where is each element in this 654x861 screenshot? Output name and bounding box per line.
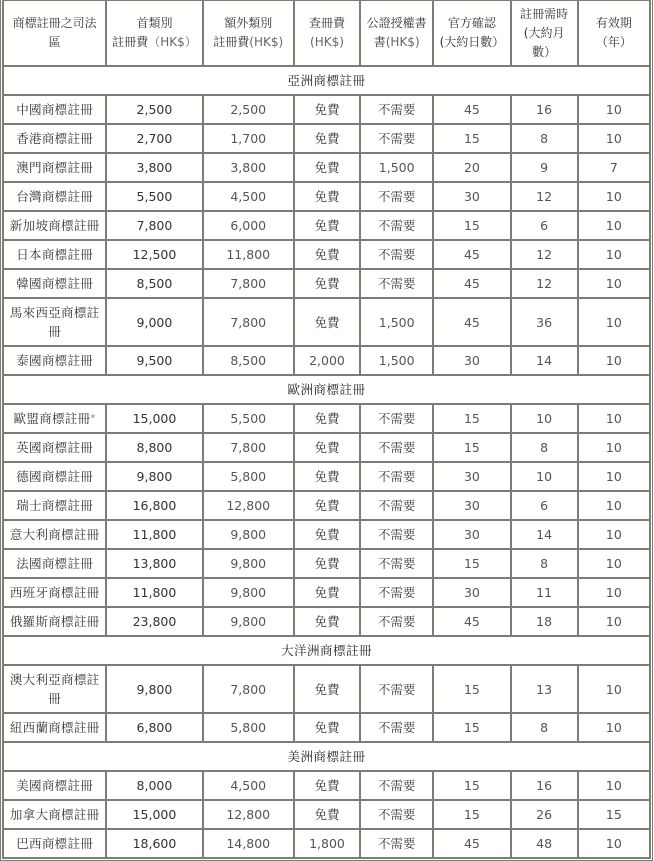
- first-class-fee-cell: 9,500: [107, 347, 203, 376]
- table-row: [2, 347, 651, 376]
- registration-months-cell: 14: [512, 347, 579, 376]
- first-class-fee-cell: 11,800: [107, 521, 203, 550]
- first-class-fee-cell: 16,800: [107, 492, 203, 521]
- table-row: [2, 830, 651, 859]
- header-official-confirmation: 官方確認 (大約日數）: [434, 0, 511, 67]
- table-row: [2, 183, 651, 212]
- notary-fee-cell: 不需要: [361, 801, 434, 830]
- first-class-fee-cell: 7,800: [107, 212, 203, 241]
- first-class-fee-cell: 11,800: [107, 579, 203, 608]
- first-class-fee-cell: 8,500: [107, 270, 203, 299]
- confirmation-days-cell: 15: [434, 666, 511, 714]
- section-header-row: [2, 376, 651, 405]
- region-label: 巴西商標註冊: [16, 836, 94, 851]
- confirmation-days-cell: 15: [434, 125, 511, 154]
- region-cell: [2, 299, 107, 347]
- validity-years-cell: 15: [579, 801, 651, 830]
- extra-class-fee-cell: 9,800: [204, 608, 295, 637]
- notary-fee-cell: 不需要: [361, 550, 434, 579]
- header-validity: 有效期 （年）: [579, 0, 651, 67]
- first-class-fee-cell: 8,000: [107, 772, 203, 801]
- section-header-row: [2, 67, 651, 96]
- region-label: 馬來西亞商標註冊: [9, 305, 100, 339]
- confirmation-days-cell: 15: [434, 801, 511, 830]
- validity-years-cell: 10: [579, 666, 651, 714]
- notary-fee-cell: 不需要: [361, 521, 434, 550]
- confirmation-days-cell: 15: [434, 714, 511, 743]
- registration-months-cell: 8: [512, 550, 579, 579]
- search-fee-cell: 免費: [295, 212, 361, 241]
- region-cell: [2, 96, 107, 125]
- confirmation-days-cell: 15: [434, 212, 511, 241]
- region-cell: [2, 666, 107, 714]
- search-fee-cell: 免費: [295, 299, 361, 347]
- region-cell: [2, 608, 107, 637]
- confirmation-days-cell: 45: [434, 830, 511, 859]
- table-row: [2, 96, 651, 125]
- region-cell: [2, 463, 107, 492]
- first-class-fee-cell: 2,500: [107, 96, 203, 125]
- region-label: 新加坡商標註冊: [9, 218, 100, 233]
- region-cell: [2, 492, 107, 521]
- first-class-fee-cell: 6,800: [107, 714, 203, 743]
- notary-fee-cell: 1,500: [361, 347, 434, 376]
- notary-fee-cell: 不需要: [361, 241, 434, 270]
- validity-years-cell: 10: [579, 299, 651, 347]
- table-row: [2, 521, 651, 550]
- validity-years-cell: 10: [579, 550, 651, 579]
- fee-table-body: [2, 67, 651, 859]
- extra-class-fee-cell: 12,800: [204, 492, 295, 521]
- table-row: [2, 801, 651, 830]
- region-label: 澳大利亞商標註冊: [9, 672, 100, 706]
- extra-class-fee-cell: 8,500: [204, 347, 295, 376]
- search-fee-cell: 免費: [295, 241, 361, 270]
- extra-class-fee-cell: 4,500: [204, 183, 295, 212]
- table-row: [2, 463, 651, 492]
- registration-months-cell: 10: [512, 463, 579, 492]
- region-label: 泰國商標註冊: [16, 353, 94, 368]
- region-cell: [2, 550, 107, 579]
- search-fee-cell: 免費: [295, 579, 361, 608]
- region-label: 英國商標註冊: [16, 440, 94, 455]
- notary-fee-cell: 不需要: [361, 492, 434, 521]
- validity-years-cell: 10: [579, 492, 651, 521]
- validity-years-cell: 7: [579, 154, 651, 183]
- registration-months-cell: 12: [512, 270, 579, 299]
- search-fee-cell: 免費: [295, 434, 361, 463]
- validity-years-cell: 10: [579, 772, 651, 801]
- section-title: 大洋洲商標註冊: [2, 637, 651, 666]
- region-cell: [2, 579, 107, 608]
- section-title: 歐洲商標註冊: [2, 376, 651, 405]
- table-row: [2, 608, 651, 637]
- table-row: [2, 125, 651, 154]
- extra-class-fee-cell: 7,800: [204, 666, 295, 714]
- first-class-fee-cell: 12,500: [107, 241, 203, 270]
- notary-fee-cell: 不需要: [361, 608, 434, 637]
- search-fee-cell: 1,800: [295, 830, 361, 859]
- region-label: 中國商標註冊: [16, 102, 94, 117]
- section-title: 亞洲商標註冊: [2, 67, 651, 96]
- registration-months-cell: 16: [512, 96, 579, 125]
- extra-class-fee-cell: 2,500: [204, 96, 295, 125]
- first-class-fee-cell: 3,800: [107, 154, 203, 183]
- region-cell: [2, 270, 107, 299]
- region-cell: [2, 183, 107, 212]
- registration-months-cell: 12: [512, 183, 579, 212]
- validity-years-cell: 10: [579, 347, 651, 376]
- registration-months-cell: 6: [512, 492, 579, 521]
- extra-class-fee-cell: 9,800: [204, 579, 295, 608]
- registration-months-cell: 9: [512, 154, 579, 183]
- registration-months-cell: 14: [512, 521, 579, 550]
- notary-fee-cell: 不需要: [361, 96, 434, 125]
- region-label: 日本商標註冊: [16, 247, 94, 262]
- extra-class-fee-cell: 1,700: [204, 125, 295, 154]
- table-row: [2, 666, 651, 714]
- search-fee-cell: 免費: [295, 183, 361, 212]
- region-label: 瑞士商標註冊: [16, 498, 94, 513]
- extra-class-fee-cell: 11,800: [204, 241, 295, 270]
- header-jurisdiction: 商標註冊之司法區: [2, 0, 107, 67]
- section-header-row: [2, 743, 651, 772]
- first-class-fee-cell: 9,800: [107, 463, 203, 492]
- region-label: 加拿大商標註冊: [9, 807, 100, 822]
- first-class-fee-cell: 15,000: [107, 405, 203, 434]
- region-label: 俄羅斯商標註冊: [9, 614, 100, 629]
- table-row: [2, 579, 651, 608]
- registration-months-cell: 10: [512, 405, 579, 434]
- validity-years-cell: 10: [579, 96, 651, 125]
- registration-months-cell: 8: [512, 714, 579, 743]
- search-fee-cell: 免費: [295, 270, 361, 299]
- region-cell: [2, 125, 107, 154]
- search-fee-cell: 免費: [295, 714, 361, 743]
- table-row: [2, 270, 651, 299]
- registration-months-cell: 8: [512, 434, 579, 463]
- validity-years-cell: 10: [579, 125, 651, 154]
- validity-years-cell: 10: [579, 463, 651, 492]
- region-cell: [2, 521, 107, 550]
- search-fee-cell: 免費: [295, 125, 361, 154]
- region-cell: [2, 154, 107, 183]
- first-class-fee-cell: 2,700: [107, 125, 203, 154]
- notary-fee-cell: 1,500: [361, 154, 434, 183]
- notary-fee-cell: 不需要: [361, 183, 434, 212]
- confirmation-days-cell: 30: [434, 183, 511, 212]
- notary-fee-cell: 不需要: [361, 579, 434, 608]
- extra-class-fee-cell: 5,800: [204, 463, 295, 492]
- region-label: 韓國商標註冊: [16, 276, 94, 291]
- registration-months-cell: 26: [512, 801, 579, 830]
- search-fee-cell: 免費: [295, 154, 361, 183]
- registration-months-cell: 13: [512, 666, 579, 714]
- notary-fee-cell: 不需要: [361, 270, 434, 299]
- region-label: 歐盟商標註冊: [13, 411, 91, 426]
- notary-fee-cell: 不需要: [361, 772, 434, 801]
- search-fee-cell: 免費: [295, 521, 361, 550]
- region-label: 台灣商標註冊: [16, 189, 94, 204]
- extra-class-fee-cell: 9,800: [204, 521, 295, 550]
- extra-class-fee-cell: 12,800: [204, 801, 295, 830]
- confirmation-days-cell: 30: [434, 579, 511, 608]
- table-row: [2, 212, 651, 241]
- section-header-row: [2, 637, 651, 666]
- region-label: 澳門商標註冊: [16, 160, 94, 175]
- notary-fee-cell: 不需要: [361, 714, 434, 743]
- table-row: [2, 492, 651, 521]
- validity-years-cell: 10: [579, 434, 651, 463]
- search-fee-cell: 免費: [295, 608, 361, 637]
- validity-years-cell: 10: [579, 579, 651, 608]
- table-row: [2, 434, 651, 463]
- registration-months-cell: 6: [512, 212, 579, 241]
- extra-class-fee-cell: 6,000: [204, 212, 295, 241]
- region-label: 意大利商標註冊: [9, 527, 100, 542]
- extra-class-fee-cell: 5,800: [204, 714, 295, 743]
- confirmation-days-cell: 15: [434, 434, 511, 463]
- confirmation-days-cell: 45: [434, 96, 511, 125]
- search-fee-cell: 免費: [295, 772, 361, 801]
- table-row: [2, 405, 651, 434]
- first-class-fee-cell: 8,800: [107, 434, 203, 463]
- confirmation-days-cell: 30: [434, 492, 511, 521]
- region-cell: [2, 801, 107, 830]
- region-label: 香港商標註冊: [16, 131, 94, 146]
- header-registration-time: 註冊需時 (大約月 數）: [512, 0, 579, 67]
- confirmation-days-cell: 15: [434, 405, 511, 434]
- extra-class-fee-cell: 3,800: [204, 154, 295, 183]
- notary-fee-cell: 不需要: [361, 212, 434, 241]
- region-cell: [2, 212, 107, 241]
- registration-months-cell: 18: [512, 608, 579, 637]
- extra-class-fee-cell: 14,800: [204, 830, 295, 859]
- confirmation-days-cell: 15: [434, 550, 511, 579]
- region-cell: [2, 714, 107, 743]
- confirmation-days-cell: 45: [434, 299, 511, 347]
- confirmation-days-cell: 45: [434, 608, 511, 637]
- first-class-fee-cell: 5,500: [107, 183, 203, 212]
- region-label: 美國商標註冊: [16, 778, 94, 793]
- registration-months-cell: 12: [512, 241, 579, 270]
- region-label: 西班牙商標註冊: [9, 585, 100, 600]
- notary-fee-cell: 不需要: [361, 434, 434, 463]
- notary-fee-cell: 不需要: [361, 830, 434, 859]
- validity-years-cell: 10: [579, 521, 651, 550]
- validity-years-cell: 10: [579, 714, 651, 743]
- confirmation-days-cell: 30: [434, 521, 511, 550]
- confirmation-days-cell: 30: [434, 463, 511, 492]
- region-cell: [2, 830, 107, 859]
- first-class-fee-cell: 13,800: [107, 550, 203, 579]
- validity-years-cell: 10: [579, 405, 651, 434]
- table-row: [2, 772, 651, 801]
- validity-years-cell: 10: [579, 608, 651, 637]
- search-fee-cell: 免費: [295, 666, 361, 714]
- table-row: [2, 714, 651, 743]
- extra-class-fee-cell: 7,800: [204, 299, 295, 347]
- validity-years-cell: 10: [579, 183, 651, 212]
- validity-years-cell: 10: [579, 241, 651, 270]
- table-row: [2, 550, 651, 579]
- notary-fee-cell: 不需要: [361, 405, 434, 434]
- first-class-fee-cell: 23,800: [107, 608, 203, 637]
- header-notary-fee: 公證授權書 書(HK$): [361, 0, 434, 67]
- search-fee-cell: 免費: [295, 550, 361, 579]
- header-row: [2, 0, 651, 67]
- search-fee-cell: 免費: [295, 405, 361, 434]
- search-fee-cell: 免費: [295, 96, 361, 125]
- region-label: 德國商標註冊: [16, 469, 94, 484]
- asterisk-note: *: [90, 413, 96, 424]
- confirmation-days-cell: 15: [434, 772, 511, 801]
- confirmation-days-cell: 30: [434, 347, 511, 376]
- validity-years-cell: 10: [579, 270, 651, 299]
- confirmation-days-cell: 20: [434, 154, 511, 183]
- region-cell: [2, 772, 107, 801]
- region-cell: [2, 405, 107, 434]
- registration-months-cell: 8: [512, 125, 579, 154]
- extra-class-fee-cell: 7,800: [204, 270, 295, 299]
- validity-years-cell: 10: [579, 830, 651, 859]
- registration-months-cell: 36: [512, 299, 579, 347]
- first-class-fee-cell: 9,800: [107, 666, 203, 714]
- region-label: 法國商標註冊: [16, 556, 94, 571]
- confirmation-days-cell: 45: [434, 270, 511, 299]
- registration-months-cell: 48: [512, 830, 579, 859]
- search-fee-cell: 2,000: [295, 347, 361, 376]
- search-fee-cell: 免費: [295, 463, 361, 492]
- section-title: 美洲商標註冊: [2, 743, 651, 772]
- extra-class-fee-cell: 4,500: [204, 772, 295, 801]
- region-cell: [2, 434, 107, 463]
- notary-fee-cell: 1,500: [361, 299, 434, 347]
- confirmation-days-cell: 45: [434, 241, 511, 270]
- first-class-fee-cell: 15,000: [107, 801, 203, 830]
- header-search-fee: 查冊費 (HK$): [295, 0, 361, 67]
- notary-fee-cell: 不需要: [361, 666, 434, 714]
- region-cell: [2, 347, 107, 376]
- validity-years-cell: 10: [579, 212, 651, 241]
- extra-class-fee-cell: 7,800: [204, 434, 295, 463]
- registration-months-cell: 11: [512, 579, 579, 608]
- header-first-class-fee: 首類別 註冊費（HK$）: [107, 0, 203, 67]
- search-fee-cell: 免費: [295, 492, 361, 521]
- table-row: [2, 241, 651, 270]
- region-label: 紐西蘭商標註冊: [9, 720, 100, 735]
- first-class-fee-cell: 18,600: [107, 830, 203, 859]
- notary-fee-cell: 不需要: [361, 463, 434, 492]
- notary-fee-cell: 不需要: [361, 125, 434, 154]
- region-cell: [2, 241, 107, 270]
- table-row: [2, 299, 651, 347]
- first-class-fee-cell: 9,000: [107, 299, 203, 347]
- header-extra-class-fee: 額外類別 註冊費(HK$): [204, 0, 295, 67]
- registration-months-cell: 16: [512, 772, 579, 801]
- extra-class-fee-cell: 9,800: [204, 550, 295, 579]
- extra-class-fee-cell: 5,500: [204, 405, 295, 434]
- table-row: [2, 154, 651, 183]
- search-fee-cell: 免費: [295, 801, 361, 830]
